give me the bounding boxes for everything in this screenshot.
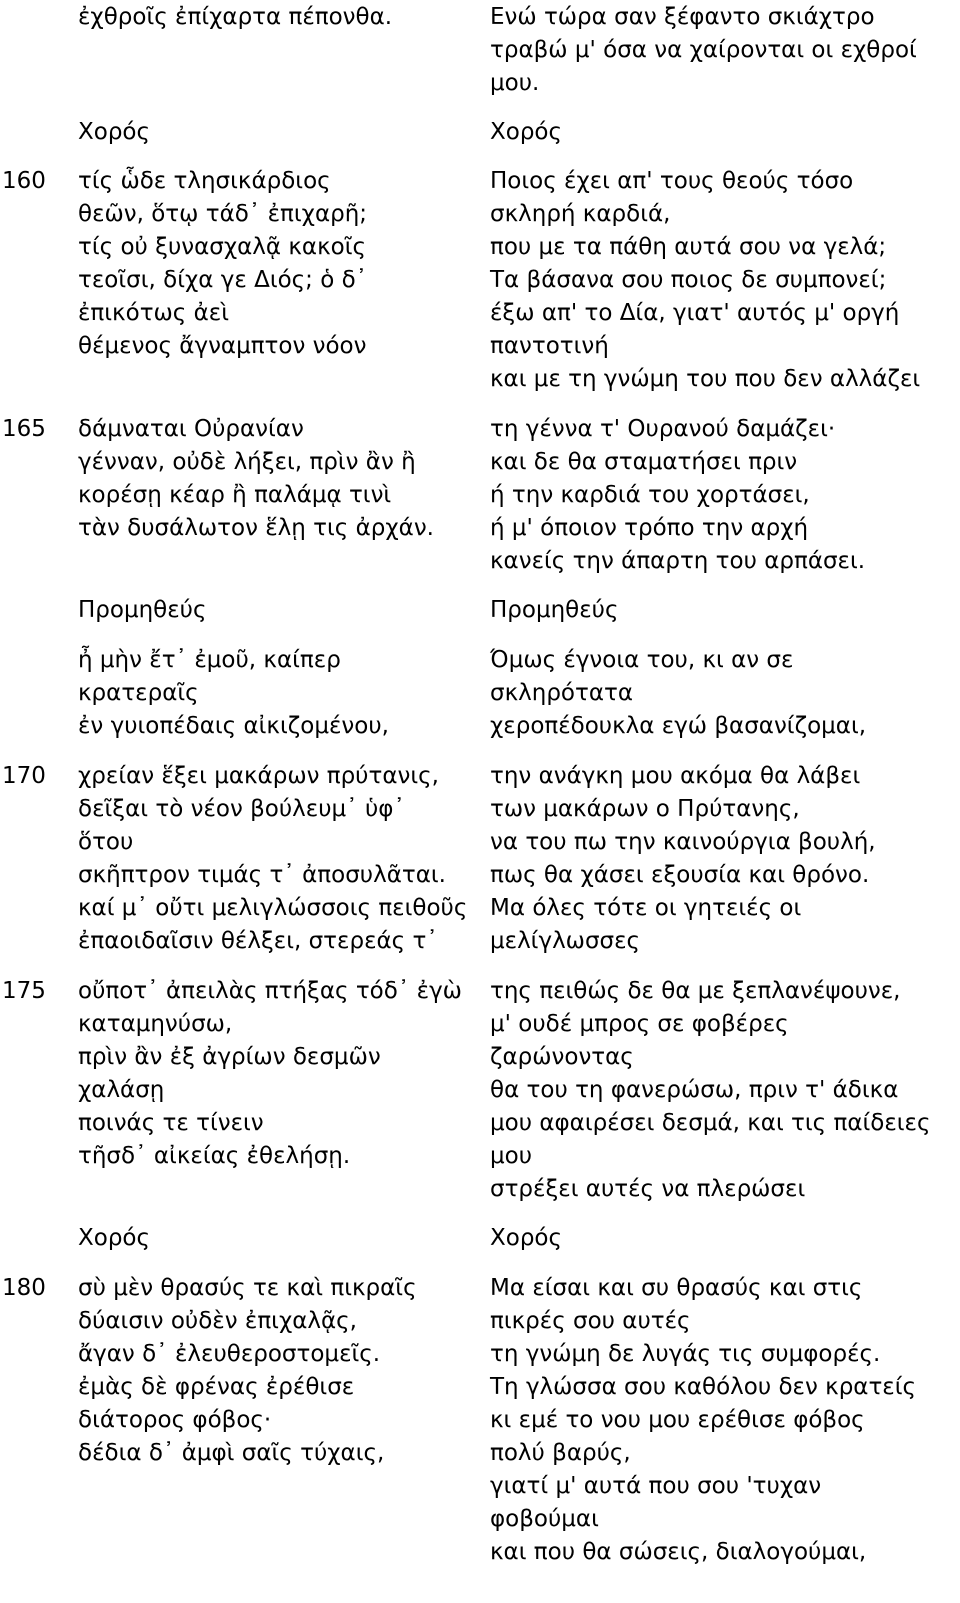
greek-line: δάμναται Οὐρανίαν	[78, 416, 304, 442]
greek-line: σκῆπτρον τιμάς τ᾽ ἀποσυλᾶται.	[78, 862, 446, 888]
greek-line: τὰν δυσάλωτον ἕλῃ τις ἀρχάν.	[78, 515, 434, 541]
greek-column	[78, 644, 478, 743]
greek-line: χαλάσῃ	[78, 1077, 165, 1103]
translation-line: φοβούμαι	[490, 1506, 599, 1532]
translation-line: σκληρότατα	[490, 680, 634, 706]
speaker-name-translation: Προμηθεύς	[490, 597, 619, 623]
translation-line: των μακάρων ο Πρύτανης,	[490, 796, 800, 822]
modern-greek-column	[490, 413, 955, 578]
translation-line: κανείς την άπαρτη του αρπάσει.	[490, 548, 866, 574]
translation-line: και με τη γνώμη του που δεν αλλάζει	[490, 366, 921, 392]
speaker-name-translation: Χορός	[490, 1225, 562, 1251]
greek-line: τεοῖσι, δίχα γε Διός; ὁ δ᾽	[78, 267, 368, 293]
translation-line: πολύ βαρύς,	[490, 1440, 631, 1466]
translation-line: στρέξει αυτές να πλερώσει	[490, 1176, 806, 1202]
greek-line: ἄγαν δ᾽ ἐλευθεροστομεῖς.	[78, 1341, 381, 1367]
line-number: 180	[2, 1275, 46, 1301]
speaker-name-translation: Χορός	[490, 119, 562, 145]
translation-line: Ποιος έχει απ' τους θεούς τόσο	[490, 168, 854, 194]
modern-greek-column	[490, 975, 955, 1206]
translation-line: Όμως έγνοια του, κι αν σε	[490, 647, 794, 673]
greek-line: δύαισιν οὐδὲν ἐπιχαλᾷς,	[78, 1308, 357, 1334]
greek-line: τίς οὐ ξυνασχαλᾷ κακοῖς	[78, 234, 367, 260]
greek-line: τῆσδ᾽ αἰκείας ἐθελήσῃ.	[78, 1143, 351, 1169]
translation-line: τη γέννα τ' Ουρανού δαμάζει·	[490, 416, 836, 442]
translation-line: θα του τη φανερώσω, πριν τ' άδικα	[490, 1077, 899, 1103]
modern-greek-column	[490, 644, 955, 743]
greek-line: οὔποτ᾽ ἀπειλὰς πτήξας τόδ᾽ ἐγὼ	[78, 978, 462, 1004]
greek-line: πρὶν ἂν ἐξ ἀγρίων δεσμῶν	[78, 1044, 381, 1070]
greek-column	[78, 760, 478, 958]
translation-line: Τη γλώσσα σου καθόλου δεν κρατείς	[490, 1374, 917, 1400]
greek-line: ἐμὰς δὲ φρένας ἐρέθισε	[78, 1374, 355, 1400]
greek-line: ἐπικότως ἀεὶ	[78, 300, 229, 326]
translation-line: Ενώ τώρα σαν ξέφαντο σκιάχτρο	[490, 4, 875, 30]
translation-line: γιατί μ' αυτά που σου 'τυχαν	[490, 1473, 822, 1499]
greek-column	[78, 1272, 478, 1470]
translation-line: μελίγλωσσες	[490, 928, 641, 954]
greek-line: κρατεραῖς	[78, 680, 199, 706]
translation-line: ή την καρδιά του χορτάσει,	[490, 482, 810, 508]
greek-line: ὅτου	[78, 829, 134, 855]
translation-line: κι εμέ το νου μου ερέθισε φόβος	[490, 1407, 865, 1433]
line-number: 165	[2, 416, 46, 442]
greek-line: ἐχθροῖς ἐπίχαρτα πέπονθα.	[78, 4, 393, 30]
translation-line: και που θα σώσεις, διαλογούμαι,	[490, 1539, 867, 1565]
greek-column	[78, 165, 478, 363]
line-number: 160	[2, 168, 46, 194]
greek-line: θεῶν, ὅτῳ τάδ᾽ ἐπιχαρῆ;	[78, 201, 368, 227]
greek-line: καί μ᾽ οὔτι μελιγλώσσοις πειθοῦς	[78, 895, 468, 921]
greek-line: χρείαν ἕξει μακάρων πρύτανις,	[78, 763, 439, 789]
greek-line: τίς ὧδε τλησικάρδιος	[78, 168, 331, 194]
greek-line: δεῖξαι τὸ νέον βούλευμ᾽ ὑφ᾽	[78, 796, 405, 822]
translation-line: ζαρώνοντας	[490, 1044, 634, 1070]
greek-column	[78, 1, 478, 34]
greek-column	[78, 413, 478, 545]
modern-greek-column	[490, 165, 955, 396]
translation-line: μου	[490, 1143, 533, 1169]
greek-line: κορέσῃ κέαρ ἢ παλάμᾳ τινὶ	[78, 482, 392, 508]
greek-line: ποινάς τε τίνειν	[78, 1110, 264, 1136]
translation-line: να του πω την καινούργια βουλή,	[490, 829, 876, 855]
greek-line: θέμενος ἄγναμπτον νόον	[78, 333, 367, 359]
translation-line: της πειθώς δε θα με ξεπλανέψουνε,	[490, 978, 901, 1004]
translation-line: σκληρή καρδιά,	[490, 201, 671, 227]
greek-line: ἦ μὴν ἔτ᾽ ἐμοῦ, καίπερ	[78, 647, 341, 673]
modern-greek-column	[490, 1272, 955, 1569]
line-number: 175	[2, 978, 46, 1004]
greek-line: διάτορος φόβος·	[78, 1407, 272, 1433]
translation-line: μου αφαιρέσει δεσμά, και τις παίδειες	[490, 1110, 931, 1136]
translation-line: την ανάγκη μου ακόμα θα λάβει	[490, 763, 861, 789]
translation-line: χεροπέδουκλα εγώ βασανίζομαι,	[490, 713, 867, 739]
translation-line: μου.	[490, 70, 540, 96]
translation-line: που με τα πάθη αυτά σου να γελά;	[490, 234, 887, 260]
speaker-name-greek: Προμηθεύς	[78, 597, 207, 623]
translation-line: πως θα χάσει εξουσία και θρόνο.	[490, 862, 870, 888]
greek-column	[78, 975, 478, 1173]
translation-line: τραβώ μ' όσα να χαίρονται οι εχθροί	[490, 37, 917, 63]
translation-line: και δε θα σταματήσει πριν	[490, 449, 798, 475]
translation-line: παντοτινή	[490, 333, 609, 359]
translation-line: Μα είσαι και συ θρασύς και στις	[490, 1275, 863, 1301]
translation-line: τη γνώμη δε λυγάς τις συμφορές.	[490, 1341, 881, 1367]
speaker-name-greek: Χορός	[78, 119, 150, 145]
translation-line: πικρές σου αυτές	[490, 1308, 691, 1334]
translation-line: Μα όλες τότε οι γητειές οι	[490, 895, 802, 921]
line-number: 170	[2, 763, 46, 789]
greek-line: δέδια δ᾽ ἀμφὶ σαῖς τύχαις,	[78, 1440, 385, 1466]
translation-line: μ' ουδέ μπρος σε φοβέρες	[490, 1011, 789, 1037]
greek-line: σὺ μὲν θρασύς τε καὶ πικραῖς	[78, 1275, 417, 1301]
speaker-name-greek: Χορός	[78, 1225, 150, 1251]
greek-line: ἐπαοιδαῖσιν θέλξει, στερεάς τ᾽	[78, 928, 438, 954]
greek-line: ἐν γυιοπέδαις αἰκιζομένου,	[78, 713, 389, 739]
translation-line: ή μ' όποιον τρόπο την αρχή	[490, 515, 809, 541]
translation-line: Τα βάσανα σου ποιος δε συμπονεί;	[490, 267, 887, 293]
translation-line: έξω απ' το Δία, γιατ' αυτός μ' οργή	[490, 300, 900, 326]
modern-greek-column	[490, 1, 955, 100]
modern-greek-column	[490, 760, 955, 958]
greek-line: καταμηνύσω,	[78, 1011, 233, 1037]
greek-line: γένναν, οὐδὲ λήξει, πρὶν ἂν ἢ	[78, 449, 416, 475]
